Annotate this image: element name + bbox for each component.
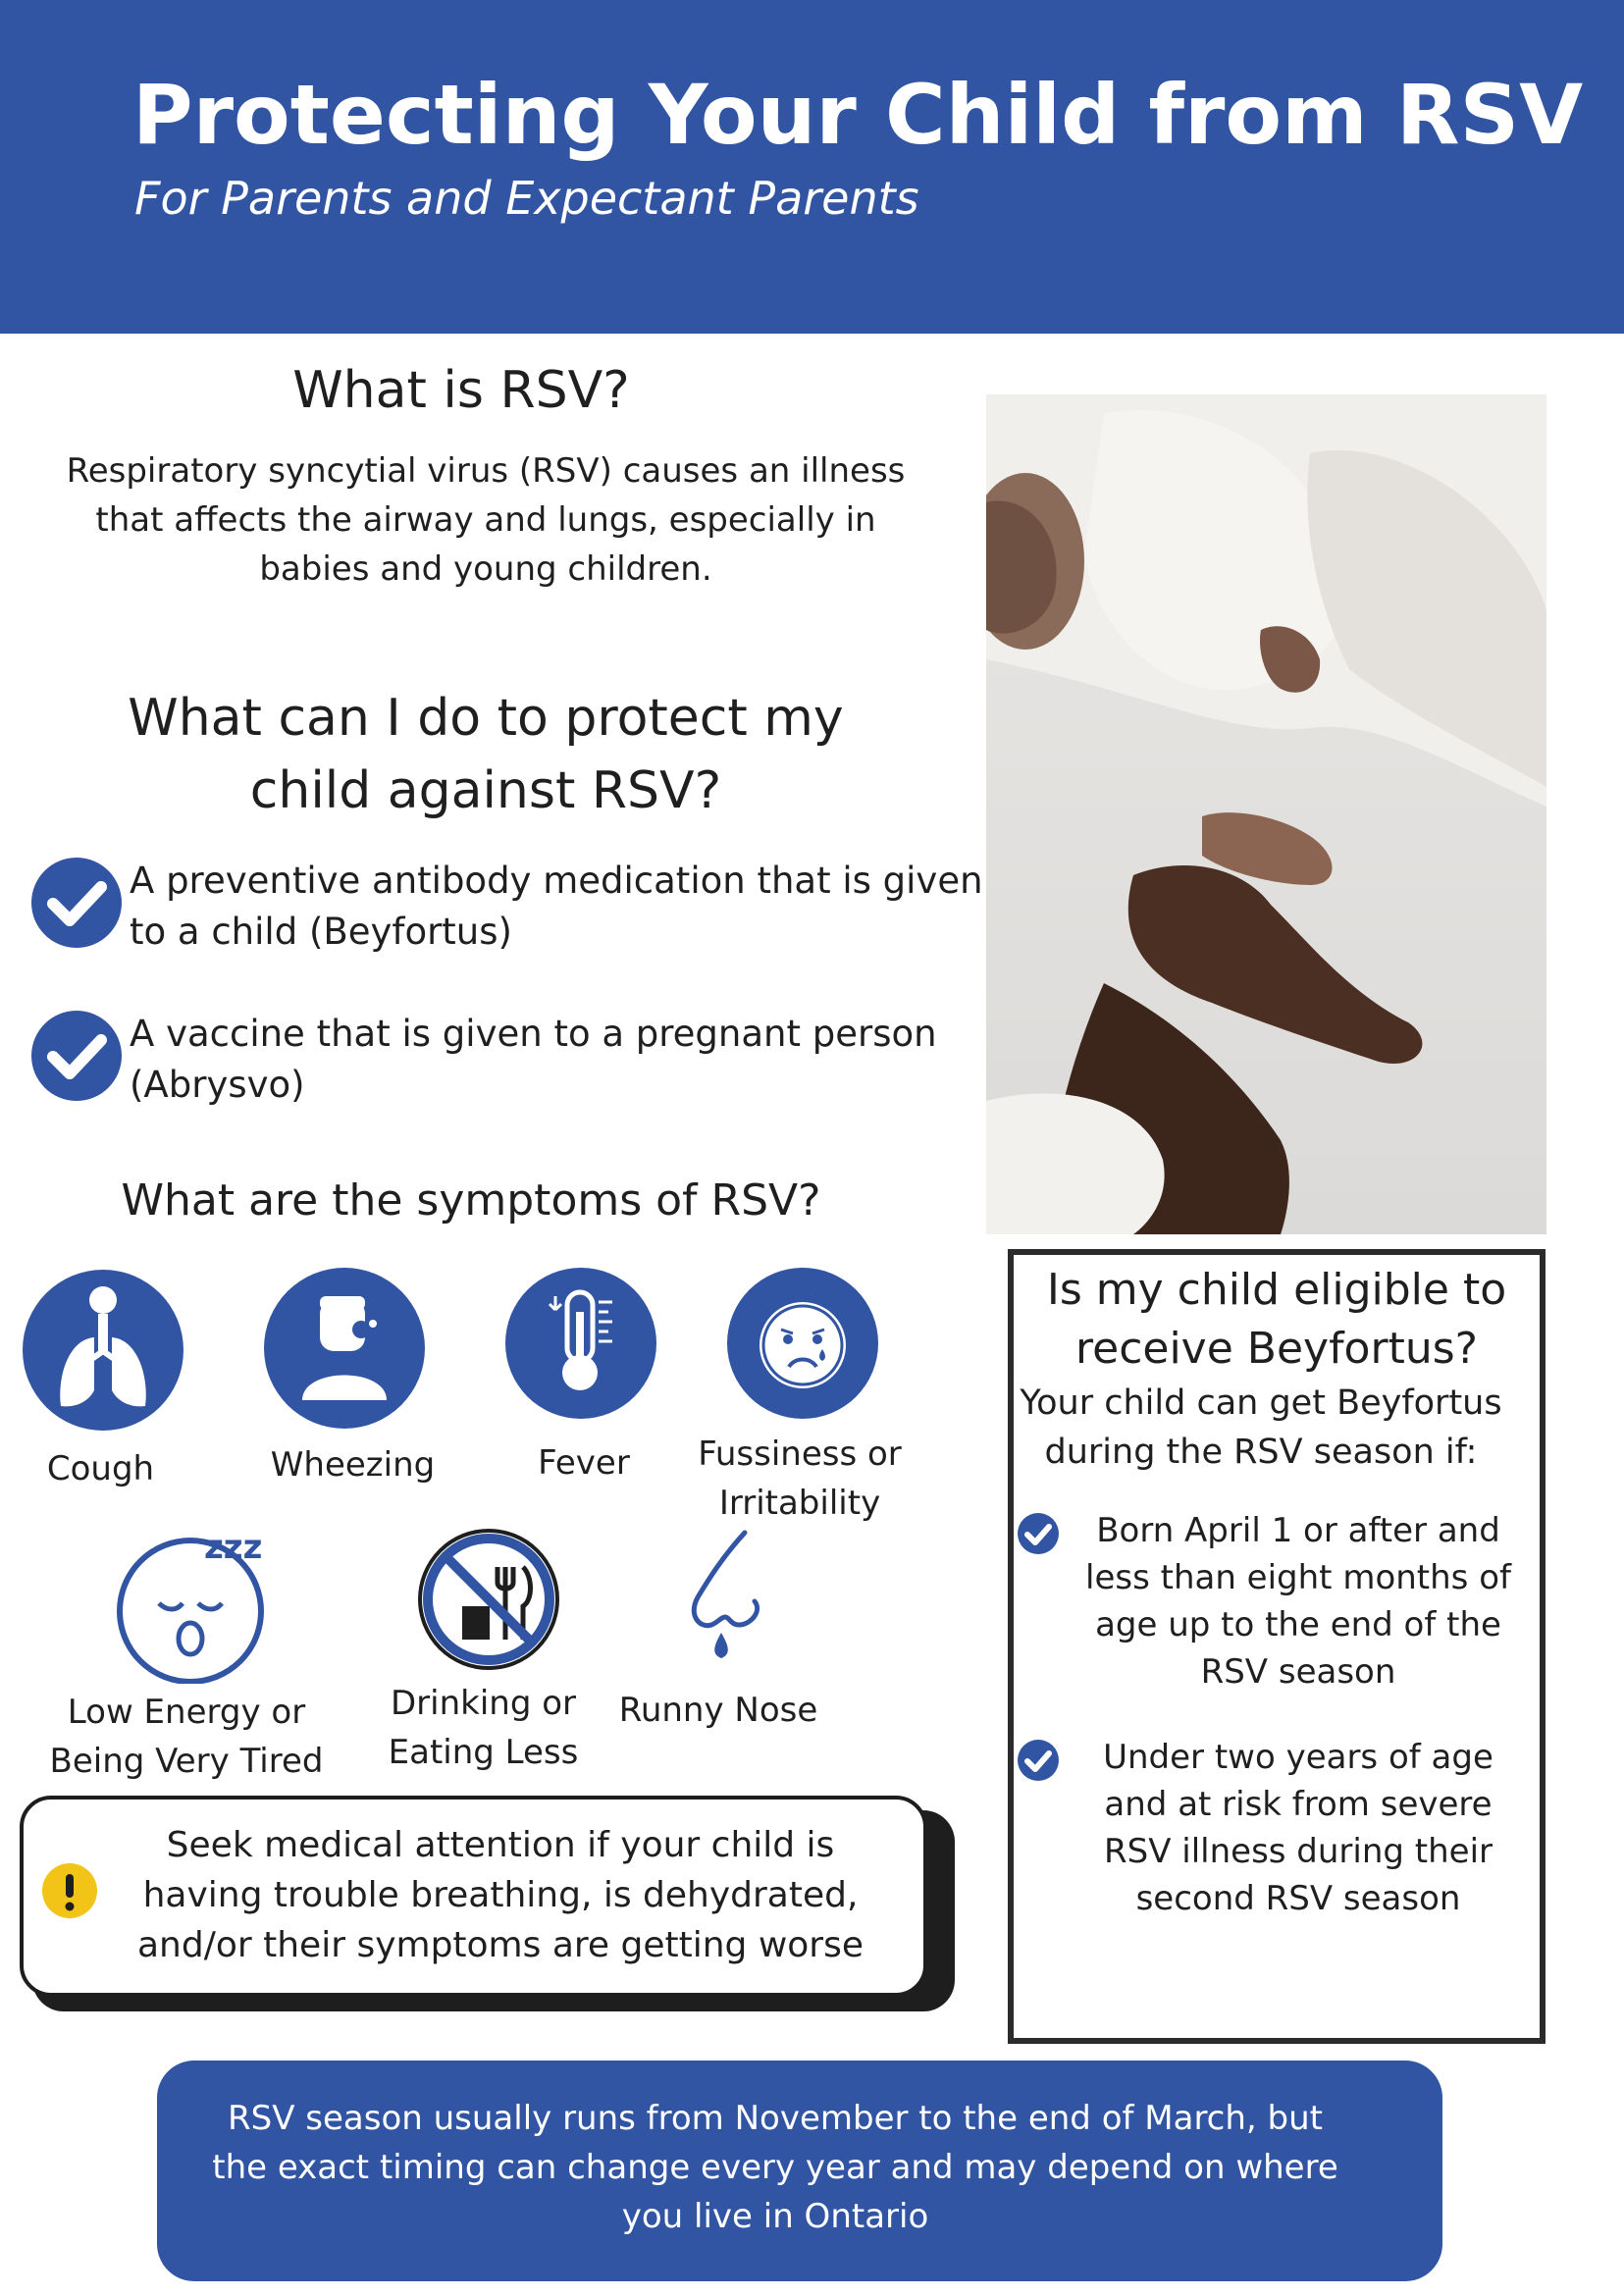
wheezing-person-icon bbox=[263, 1267, 426, 1434]
symptom-label: Wheezing bbox=[270, 1445, 436, 1485]
lungs-icon bbox=[22, 1269, 184, 1435]
season-info-text: RSV season usually runs from November to the end of March, but the exact timing can change every year and may depend on where you live in Ontario bbox=[212, 2099, 1338, 2236]
no-eating-icon bbox=[413, 1524, 564, 1679]
upset-face-icon bbox=[726, 1267, 879, 1424]
protect-item-text: A preventive antibody medication that is given to a child (Beyfortus) bbox=[130, 860, 983, 953]
page-subtitle: For Parents and Expectant Parents bbox=[134, 172, 919, 225]
check-circle-icon bbox=[29, 1009, 124, 1107]
eligibility-heading: Is my child eligible to receive Beyfortus? bbox=[1046, 1265, 1507, 1374]
symptom-label: Drinking or Eating Less bbox=[388, 1684, 579, 1772]
symptom-label: Fever bbox=[538, 1443, 630, 1483]
protect-item bbox=[29, 1009, 971, 1117]
sleepy-face-icon bbox=[114, 1519, 277, 1688]
symptom-label: Runny Nose bbox=[618, 1691, 818, 1730]
svg-text:zzz: zzz bbox=[204, 1528, 263, 1567]
medical-alert-text: Seek medical attention if your child is having trouble breathing, is dehydrated, and/or their symptoms are getting worse bbox=[136, 1825, 864, 1965]
thermometer-icon bbox=[504, 1267, 657, 1424]
exclamation-icon bbox=[41, 1862, 98, 1923]
eligibility-intro: Your child can get Beyfortus during the RSV season if: bbox=[1020, 1383, 1502, 1472]
protect-item bbox=[29, 856, 983, 964]
what-is-rsv-heading: What is RSV? bbox=[292, 361, 630, 420]
baby-hand-photo bbox=[986, 394, 1546, 1234]
symptom-label: Cough bbox=[46, 1449, 155, 1488]
protect-heading: What can I do to protect my child against RSV? bbox=[128, 689, 844, 820]
check-circle-icon bbox=[1017, 1739, 1060, 1786]
header-banner bbox=[0, 0, 1624, 334]
check-circle-icon bbox=[29, 856, 124, 954]
eligibility-item-text: Under two years of age and at risk from severe RSV illness during their second RSV season bbox=[1103, 1738, 1493, 1918]
symptoms-heading: What are the symptoms of RSV? bbox=[121, 1175, 821, 1226]
symptom-label: Fussiness or Irritability bbox=[698, 1435, 902, 1523]
page-title: Protecting Your Child from RSV bbox=[132, 67, 1584, 163]
what-is-rsv-text: Respiratory syncytial virus (RSV) causes an illness that affects the airway and lungs, especially in babies and young children. bbox=[66, 451, 906, 589]
protect-item-text: A vaccine that is given to a pregnant person (Abrysvo) bbox=[130, 1013, 937, 1106]
symptom-label: Low Energy or Being Very Tired bbox=[49, 1693, 324, 1781]
eligibility-item-text: Born April 1 or after and less than eight months of age up to the end of the RSV season bbox=[1085, 1511, 1511, 1692]
runny-nose-icon bbox=[682, 1527, 770, 1678]
check-circle-icon bbox=[1017, 1512, 1060, 1559]
